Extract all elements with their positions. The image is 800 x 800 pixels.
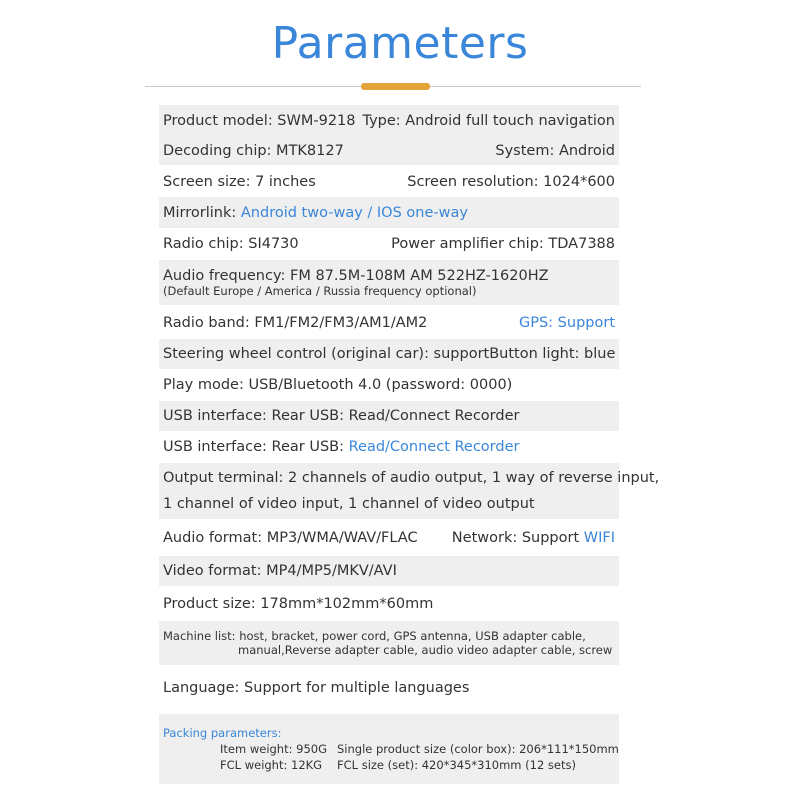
power-amplifier-chip: Power amplifier chip: TDA7388 <box>391 235 615 252</box>
table-row <box>159 339 619 369</box>
title-accent-bar <box>361 83 430 90</box>
usb-interface: USB interface: Rear USB: Read/Connect Recorder <box>163 408 520 424</box>
fcl-size: FCL size (set): 420*345*310mm (12 sets) <box>337 758 576 772</box>
network-label: Network: Support <box>451 530 584 546</box>
table-row <box>159 621 619 665</box>
table-row <box>159 197 619 228</box>
usb-interface-label: USB interface: Rear USB: <box>163 439 349 455</box>
machine-list-line2: manual,Reverse adapter cable, audio video adapter cable, screw <box>238 643 613 657</box>
screen-resolution: Screen resolution: 1024*600 <box>407 173 615 190</box>
table-row <box>159 105 619 136</box>
mirrorlink-label: Mirrorlink: <box>163 204 241 221</box>
table-row <box>159 589 619 619</box>
output-terminal-line2: 1 channel of video input, 1 channel of video output <box>163 496 535 512</box>
button-light: Button light: blue <box>489 346 616 362</box>
table-row <box>159 432 619 462</box>
table-row <box>159 260 619 305</box>
screen-size: Screen size: 7 inches <box>163 173 316 190</box>
usb-interface-value: Read/Connect Recorder <box>348 439 520 455</box>
table-row <box>159 401 619 431</box>
packing-line1 <box>220 742 619 756</box>
table-row <box>159 308 619 338</box>
packing-heading: Packing parameters: <box>163 726 282 740</box>
table-row <box>159 370 619 400</box>
video-format: Video format: MP4/MP5/MKV/AVI <box>163 563 397 579</box>
table-row <box>159 556 619 586</box>
device-type: Type: Android full touch navigation <box>362 112 615 129</box>
product-size: Product size: 178mm*102mm*60mm <box>163 596 434 612</box>
item-weight: Item weight: 950G <box>220 742 327 756</box>
fcl-weight: FCL weight: 12KG <box>220 758 323 772</box>
single-product-size: Single product size (color box): 206*111*150mm <box>337 742 619 756</box>
play-mode: Play mode: USB/Bluetooth 4.0 (password: 0000) <box>163 377 513 393</box>
table-row <box>159 523 619 553</box>
packing-parameters <box>159 714 619 784</box>
network-wifi: WIFI <box>583 530 615 546</box>
gps-support: GPS: Support <box>519 315 615 331</box>
table-row <box>159 673 619 703</box>
mirrorlink-value: Android two-way / IOS one-way <box>240 204 468 221</box>
network <box>452 530 615 546</box>
product-model: Product model: SWM-9218 <box>163 112 356 129</box>
audio-frequency: Audio frequency: FM 87.5M-108M AM 522HZ-1620HZ <box>163 267 549 284</box>
language: Language: Support for multiple languages <box>163 680 470 696</box>
system: System: Android <box>495 142 615 159</box>
table-row <box>159 229 619 258</box>
table-row <box>159 463 660 519</box>
frequency-note: (Default Europe / America / Russia frequency optional) <box>163 283 477 298</box>
radio-band: Radio band: FM1/FM2/FM3/AM1/AM2 <box>163 315 428 331</box>
mirrorlink <box>163 205 468 221</box>
decoding-chip: Decoding chip: MTK8127 <box>163 142 344 159</box>
output-terminal-line1: Output terminal: 2 channels of audio output, 1 way of reverse input, <box>163 470 660 486</box>
machine-list-line1: Machine list: host, bracket, power cord, GPS antenna, USB adapter cable, <box>163 629 586 643</box>
usb-interface-2 <box>163 439 519 455</box>
packing-line2 <box>220 758 576 772</box>
steering-wheel-control: Steering wheel control (original car): support <box>163 346 490 362</box>
table-row <box>159 167 619 196</box>
page-title: Parameters <box>271 18 529 69</box>
radio-chip: Radio chip: SI4730 <box>163 235 299 252</box>
table-row <box>159 136 619 165</box>
audio-format: Audio format: MP3/WMA/WAV/FLAC <box>163 530 418 546</box>
